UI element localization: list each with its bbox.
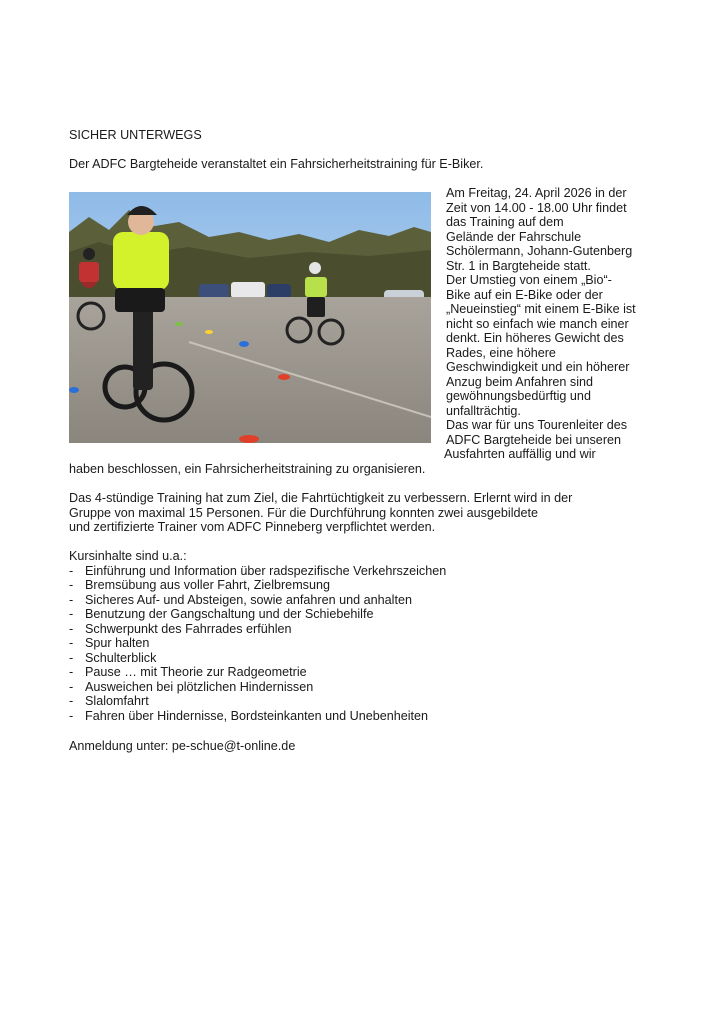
side-line: Bike auf ein E-Bike oder der — [446, 287, 603, 302]
list-bullet: - — [69, 592, 74, 607]
list-item-text: Slalomfahrt — [85, 694, 149, 708]
list-item — [69, 622, 292, 637]
side-line: Anzug beim Anfahren sind — [446, 374, 594, 389]
list-item — [69, 593, 412, 608]
training-line: und zertifizierte Trainer vom ADFC Pinneberg verpflichtet werden. — [69, 520, 436, 534]
side-line: Schölermann, Johann-Gutenberg — [446, 244, 633, 258]
list-bullet: - — [69, 563, 74, 578]
side-line: Zeit von 14.00 - 18.00 Uhr findet — [446, 200, 627, 215]
side-line: unfallträchtig. — [446, 403, 521, 418]
side-line: nicht so einfach wie manch einer — [446, 316, 629, 331]
list-bullet: - — [69, 578, 74, 592]
cyclists-training-photo — [69, 192, 431, 443]
side-line: Gelände der Fahrschule — [446, 229, 582, 244]
list-item — [69, 564, 446, 579]
list-item-text: Einführung und Information über radspezifische Verkehrszeichen — [85, 563, 447, 578]
side-line: Das war für uns Tourenleiter des — [446, 418, 628, 432]
list-bullet: - — [69, 621, 74, 636]
list-bullet: - — [69, 636, 74, 650]
side-line: das Training auf dem — [446, 215, 564, 229]
side-line: Geschwindigkeit und ein höherer — [446, 360, 630, 374]
list-item-text: Fahren über Hindernisse, Bordsteinkanten und Unebenheiten — [85, 708, 429, 723]
list-item — [69, 578, 330, 593]
side-line: Der Umstieg von einem „Bio“- — [446, 273, 612, 287]
side-line: Str. 1 in Bargteheide statt. — [446, 258, 591, 273]
list-item — [69, 636, 149, 651]
list-item-text: Benutzung der Gangschaltung und der Schiebehilfe — [85, 607, 374, 621]
list-bullet: - — [69, 607, 74, 621]
continuation-line: haben beschlossen, ein Fahrsicherheitstraining zu organisieren. — [69, 462, 426, 476]
list-item — [69, 651, 156, 666]
document-title: SICHER UNTERWEGS — [69, 128, 202, 142]
side-line: ADFC Bargteheide bei unseren — [446, 432, 622, 447]
list-bullet: - — [69, 650, 74, 665]
list-bullet: - — [69, 694, 74, 708]
side-line: Am Freitag, 24. April 2026 in der — [446, 186, 627, 200]
side-line: Rades, eine höhere — [446, 345, 556, 360]
list-item — [69, 709, 428, 724]
list-bullet: - — [69, 679, 74, 694]
list-heading: Kursinhalte sind u.a.: — [69, 549, 187, 563]
list-item-text: Sicheres Auf- und Absteigen, sowie anfahren und anhalten — [85, 592, 412, 607]
list-bullet: - — [69, 708, 74, 723]
list-item-text: Schulterblick — [85, 650, 157, 665]
signup-line: Anmeldung unter: pe-schue@t-online.de — [69, 739, 296, 753]
list-item — [69, 680, 313, 695]
list-item-text: Pause … mit Theorie zur Radgeometrie — [85, 665, 307, 679]
list-bullet: - — [69, 665, 74, 679]
list-item-text: Schwerpunkt des Fahrrades erfühlen — [85, 621, 292, 636]
list-item-text: Bremsübung aus voller Fahrt, Zielbremsung — [85, 578, 330, 592]
training-line: Gruppe von maximal 15 Personen. Für die Durchführung konnten zwei ausgebildete — [69, 505, 539, 520]
side-line: denkt. Ein höheres Gewicht des — [446, 331, 624, 345]
list-item-text: Ausweichen bei plötzlichen Hindernissen — [85, 679, 314, 694]
training-line: Das 4-stündige Training hat zum Ziel, die Fahrtüchtigkeit zu verbessern. Erlernt wird in der — [69, 491, 573, 505]
side-line: Ausfahrten auffällig und wir — [444, 447, 596, 461]
list-item — [69, 607, 373, 622]
side-line: „Neueinstieg“ mit einem E-Bike ist — [446, 302, 636, 316]
list-item — [69, 694, 149, 709]
list-item — [69, 665, 307, 680]
list-item-text: Spur halten — [85, 636, 150, 650]
side-line: gewöhnungsbedürftig und — [446, 389, 591, 403]
intro-paragraph: Der ADFC Bargteheide veranstaltet ein Fahrsicherheitstraining für E-Biker. — [69, 157, 484, 171]
